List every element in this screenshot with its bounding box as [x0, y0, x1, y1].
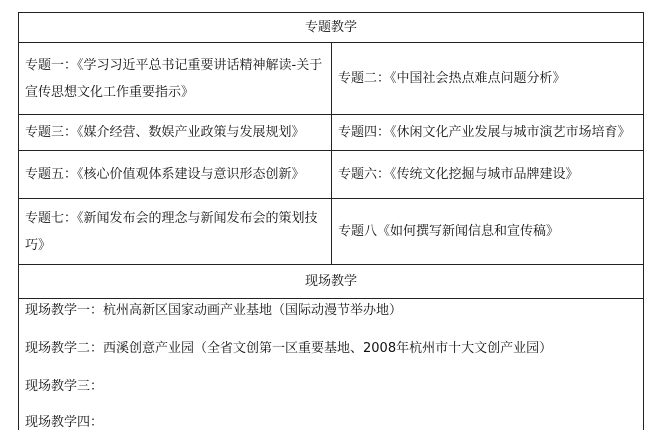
topic-text: 专题一：《学习习近平总书记重要讲话精神解读-关于宣传思想文化工作重要指示》	[25, 57, 323, 100]
topic-text: 专题八《如何撰写新闻信息和宣传稿》	[338, 224, 560, 239]
topic-row	[19, 115, 643, 151]
site-item: 现场教学二：西溪创意产业园（全省文创第一区重要基地、2008年杭州市十大文创产业园）	[25, 341, 553, 356]
topic-cell	[19, 199, 332, 264]
topic-cell	[332, 151, 643, 198]
site-item: 现场教学三：	[25, 379, 104, 394]
topic-row	[19, 43, 643, 115]
topic-text: 专题四：《休闲文化产业发展与城市演艺市场培育》	[338, 125, 631, 140]
topic-text: 专题三：《媒介经营、数娱产业政策与发展规划》	[25, 125, 305, 140]
section-header-row	[19, 13, 643, 43]
topic-text: 专题五：《核心价值观体系建设与意识形态创新》	[25, 167, 305, 182]
section-title: 现场教学	[304, 274, 357, 289]
course-table	[18, 12, 644, 430]
site-teaching-list	[19, 299, 643, 431]
section-header-row	[19, 265, 643, 299]
topic-text: 专题七：《新闻发布会的理念与新闻发布会的策划技巧》	[25, 210, 318, 253]
section-title: 专题教学	[304, 20, 357, 35]
topic-cell	[19, 151, 332, 198]
topic-cell	[19, 115, 332, 150]
site-item: 现场教学四：	[25, 415, 104, 430]
topic-text: 专题二：《中国社会热点难点问题分析》	[338, 71, 566, 86]
topic-row	[19, 199, 643, 265]
topic-cell	[19, 43, 332, 114]
topic-cell	[332, 199, 643, 264]
topic-cell	[332, 115, 643, 150]
topic-text: 专题六：《传统文化挖掘与城市品牌建设》	[338, 167, 579, 182]
topic-cell	[332, 43, 643, 114]
topic-row	[19, 151, 643, 199]
site-item: 现场教学一：杭州高新区国家动画产业基地（国际动漫节举办地）	[25, 303, 403, 318]
